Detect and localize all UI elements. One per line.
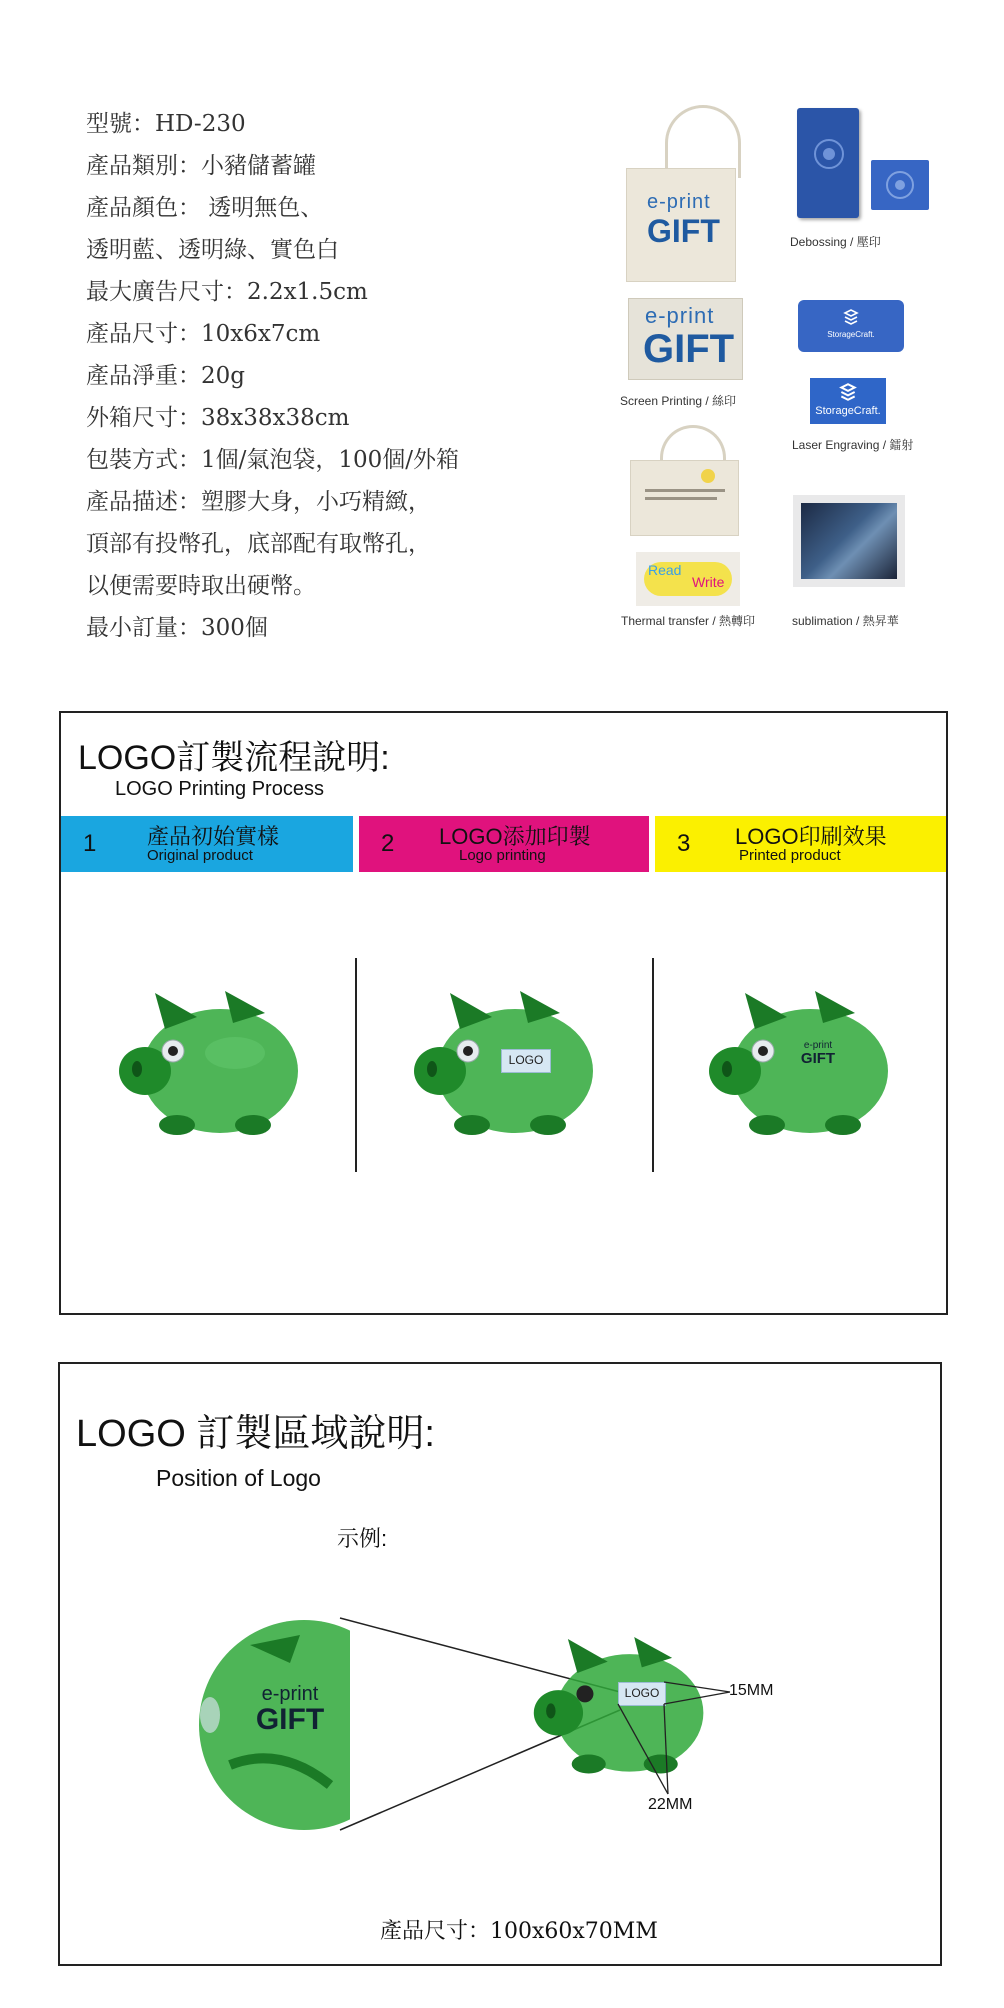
spec-list bbox=[86, 103, 556, 649]
spec-color: 產品顏色： 透明無色、 bbox=[86, 195, 324, 221]
printed-brand-gift: GIFT bbox=[800, 1050, 836, 1067]
product-size: 產品尺寸：100x60x70MM bbox=[380, 1919, 658, 1944]
laser-card bbox=[798, 300, 904, 352]
step-number: 2 bbox=[381, 830, 395, 857]
caption-sublimation: sublimation / 熱昇華 bbox=[792, 614, 899, 628]
example-label: 示例: bbox=[337, 1526, 388, 1551]
step-en: Logo printing bbox=[459, 847, 546, 864]
dimension-lines bbox=[600, 1670, 740, 1810]
position-logo-placeholder: LOGO bbox=[618, 1682, 666, 1706]
step-number: 1 bbox=[83, 830, 97, 857]
step-cn: LOGO印刷效果 bbox=[735, 824, 887, 849]
spec-color-cont: 透明藍、透明綠、實色白 bbox=[86, 237, 339, 263]
spec-category: 產品類別：小豬儲蓄罐 bbox=[86, 153, 316, 179]
spec-model: 型號：HD-230 bbox=[86, 111, 246, 137]
spec-weight: 產品淨重：20g bbox=[86, 363, 245, 389]
caption-thermal: Thermal transfer / 熱轉印 bbox=[621, 614, 756, 628]
dimension-height: 15MM bbox=[729, 1682, 774, 1699]
notebook-debossed bbox=[797, 108, 859, 218]
position-subtitle: Position of Logo bbox=[156, 1465, 321, 1491]
storagecraft-logo-icon bbox=[842, 308, 860, 326]
screen-swatch bbox=[628, 298, 743, 380]
step-divider bbox=[355, 958, 357, 1172]
dimension-width: 22MM bbox=[648, 1796, 693, 1813]
deboss-swatch bbox=[871, 160, 929, 210]
tote-brand-top: e-print bbox=[647, 191, 711, 213]
logo-placeholder: LOGO bbox=[501, 1049, 551, 1073]
spec-desc-cont1: 頂部有投幣孔，底部配有取幣孔， bbox=[86, 531, 431, 557]
laser-swatch-brand: StorageCraft. bbox=[815, 405, 881, 417]
spec-max-logo: 最大廣告尺寸：2.2x1.5cm bbox=[86, 279, 368, 305]
spec-carton: 外箱尺寸：38x38x38cm bbox=[86, 405, 350, 431]
zoom-brand-top: e-print bbox=[261, 1683, 319, 1705]
step-en: Printed product bbox=[739, 847, 841, 864]
thermal-text-line bbox=[645, 489, 725, 492]
tote-brand-gift: GIFT bbox=[647, 213, 720, 249]
step-printed bbox=[655, 816, 946, 872]
step-en: Original product bbox=[147, 847, 253, 864]
step-number: 3 bbox=[677, 830, 691, 857]
piggy-bank-printed bbox=[705, 983, 895, 1153]
spec-size: 產品尺寸：10x6x7cm bbox=[86, 321, 321, 347]
thermal-read: Read bbox=[648, 562, 682, 578]
swatch-brand-top: e-print bbox=[645, 303, 715, 328]
printed-brand bbox=[792, 1040, 844, 1066]
process-title: LOGO訂製流程說明: bbox=[78, 739, 390, 777]
step-divider bbox=[652, 958, 654, 1172]
swatch-brand-gift: GIFT bbox=[643, 327, 735, 371]
caption-laser: Laser Engraving / 鐳射 bbox=[792, 438, 914, 452]
step-cn: 產品初始實樣 bbox=[147, 824, 280, 849]
laser-swatch-icon bbox=[838, 382, 858, 402]
zoom-brand-gift: GIFT bbox=[255, 1703, 325, 1736]
sublimation-sample bbox=[793, 495, 905, 587]
thermal-flower-icon bbox=[701, 469, 715, 483]
caption-screen: Screen Printing / 絲印 bbox=[620, 394, 737, 408]
thermal-swatch bbox=[636, 552, 740, 606]
sublimation-photo bbox=[801, 503, 897, 579]
spec-packing: 包裝方式：1個/氣泡袋，100個/外箱 bbox=[86, 447, 460, 473]
process-subtitle: LOGO Printing Process bbox=[115, 778, 324, 800]
spec-moq: 最小訂量：300個 bbox=[86, 615, 268, 641]
step-original bbox=[61, 816, 353, 872]
deboss-emblem-icon bbox=[813, 138, 845, 170]
deboss-swatch-icon bbox=[885, 170, 915, 200]
step-logo-printing bbox=[359, 816, 649, 872]
step-cn: LOGO添加印製 bbox=[439, 824, 591, 849]
spec-desc: 產品描述：塑膠大身，小巧精緻， bbox=[86, 489, 431, 515]
tote-bag-screen bbox=[626, 168, 736, 282]
printed-brand-top: e-print bbox=[803, 1040, 833, 1051]
laser-swatch bbox=[810, 378, 886, 424]
thermal-text-line bbox=[645, 497, 717, 500]
piggy-bank-original bbox=[115, 983, 305, 1153]
position-title: LOGO 訂製區域說明: bbox=[76, 1413, 435, 1455]
laser-card-brand: StorageCraft. bbox=[827, 330, 875, 339]
tote-bag-thermal bbox=[630, 460, 739, 536]
caption-debossing: Debossing / 壓印 bbox=[790, 235, 881, 249]
thermal-write: Write bbox=[692, 574, 725, 590]
zoom-brand bbox=[245, 1683, 335, 1735]
spec-desc-cont2: 以便需要時取出硬幣。 bbox=[86, 573, 316, 599]
